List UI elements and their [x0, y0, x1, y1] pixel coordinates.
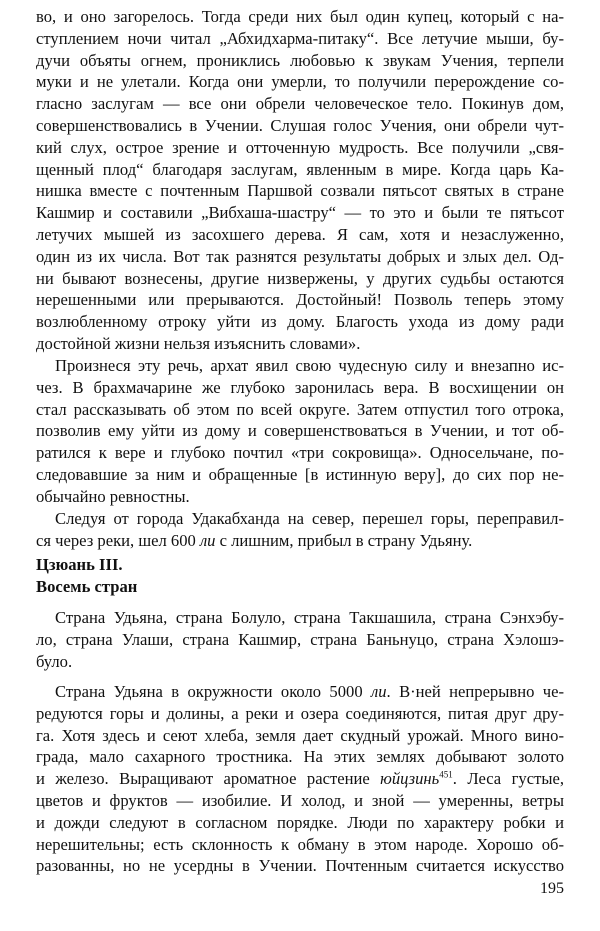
- text-fragment: . В·ней непрерывно че-: [386, 682, 564, 701]
- italic-term: ли: [371, 682, 387, 701]
- text-line: [36, 681, 564, 703]
- text-line: дучи объяты огнем, прониклись любовью к звукам Учения, терпели: [36, 50, 564, 70]
- text-line: обычайно ревностны.: [36, 486, 190, 506]
- text-line: кий слух, острое зрение и отточенную мудрость. Все получили „свя-: [36, 137, 564, 157]
- text-line: один из их числа. Вот так разнятся результаты добрых и злых дел. Од-: [36, 246, 564, 266]
- paragraph-3: [36, 508, 564, 552]
- text-line: [36, 768, 564, 790]
- text-line: цветов и фруктов — изобилие. И холод, и зной — умеренны, ветры: [36, 790, 564, 810]
- text-line: га. Хотя здесь и сеют хлеба, земля дает скудный урожай. Много вино-: [36, 725, 564, 745]
- text-line: [36, 530, 564, 552]
- text-line: нерешительны; есть склонность к обману в этом народе. Хорошо об-: [36, 834, 564, 854]
- text-fragment: . Леса густые,: [452, 769, 564, 789]
- text-line: Произнеся эту речь, архат явил свою чудесную силу и внезапно ис-: [55, 356, 564, 375]
- text-line: ратился к вере и глубоко почтил «три сокровища». Односельчане, по-: [36, 443, 564, 463]
- text-line: щенный плод“ благодаря заслугам, явленным в мире. Когда царь Ка-: [36, 159, 564, 179]
- text-line: следовавшие за ним и обращенные [в истинную веру], до сих пор не-: [36, 464, 564, 484]
- paragraph-1: [36, 6, 564, 355]
- text-line: града, мало сахарного тростника. На этих землях добывают золото: [36, 747, 564, 767]
- text-line: летучих мышей из засохшего дерева. Я сам, хотя и незаслуженно,: [36, 224, 564, 244]
- paragraph-4: [36, 681, 564, 877]
- text-line: було.: [36, 651, 73, 671]
- chapter-number: Цзюань III.: [36, 555, 123, 574]
- text-line: во, и оно загорелось. Тогда среди них был один купец, который с на-: [36, 7, 564, 26]
- text-line: разованны, но не усердны в Учении. Почтенным считается искусство: [36, 856, 564, 876]
- text-line: Следуя от города Удакабханда на север, перешел горы, переправил-: [55, 509, 564, 528]
- chapter-heading: [36, 554, 137, 598]
- text-line: редуются горы и долины, а реки и озера соединяются, питая друг дру-: [36, 703, 564, 723]
- text-line: муки и не улетали. Когда они умерли, то получили перерождение со-: [36, 72, 564, 92]
- text-line: ни бывают вознесены, другие низвержены, у других судьбы остаются: [36, 268, 564, 288]
- text-line: ло, страна Улаши, страна Кашмир, страна Баньнуцо, страна Хэлошэ-: [36, 629, 564, 649]
- text-line: стал рассказывать об этом по всей округе. Затем отпустил того отрока,: [36, 399, 564, 419]
- text-line: достойной жизни нельзя изъяснить словами».: [36, 333, 361, 353]
- italic-term: юйцзинь: [380, 769, 440, 789]
- page-number: 195: [540, 880, 564, 897]
- text-line: Кашмир и составили „Вибхаша-шастру“ — то это и были те пятьсот: [36, 203, 564, 223]
- text-line: Страна Удьяна, страна Болуло, страна Такшашила, страна Сэнхэбу-: [55, 608, 564, 627]
- text-line: возлюбленному отроку уйти из дому. Благость ухода из дому ради: [36, 312, 564, 332]
- chapter-title: Восемь стран: [36, 576, 138, 596]
- text-line: совершенствовались в Учении. Слушая голос Учения, они обрели чут-: [36, 115, 564, 135]
- text-line: ступлением ночи читал „Абхидхарма-питаку“. Все летучие мыши, бу-: [36, 28, 564, 48]
- text-line: позволив ему уйти из дому и совершенствоваться в Учении, и тот об-: [36, 421, 564, 441]
- italic-term: ли: [199, 530, 216, 550]
- text-fragment: Страна Удьяна в окружности около 5000: [55, 682, 371, 701]
- text-fragment: ся через реки, шел 600: [36, 530, 200, 550]
- text-line: нерешенными или прерываются. Достойный! Позволь теперь этому: [36, 290, 564, 310]
- footnote-marker[interactable]: 451: [439, 769, 453, 780]
- paragraph-2: [36, 355, 564, 508]
- text-line: гласно заслугам — все они обрели человеческое тело. Покинув дом,: [36, 94, 564, 114]
- text-line: нишка вместе с почтенным Паршвой созвали пятьсот святых в стране: [36, 181, 564, 201]
- text-line: чез. В брахмачарине же глубоко заронилась вера. В восхищении он: [36, 377, 564, 397]
- text-fragment: и железо. Выращивают ароматное растение: [36, 769, 381, 789]
- text-line: и дожди следуют в согласном порядке. Люди по характеру робки и: [36, 812, 564, 832]
- chapter-summary: [36, 607, 564, 672]
- text-fragment: с лишним, прибыл в страну Удьяну.: [215, 530, 473, 550]
